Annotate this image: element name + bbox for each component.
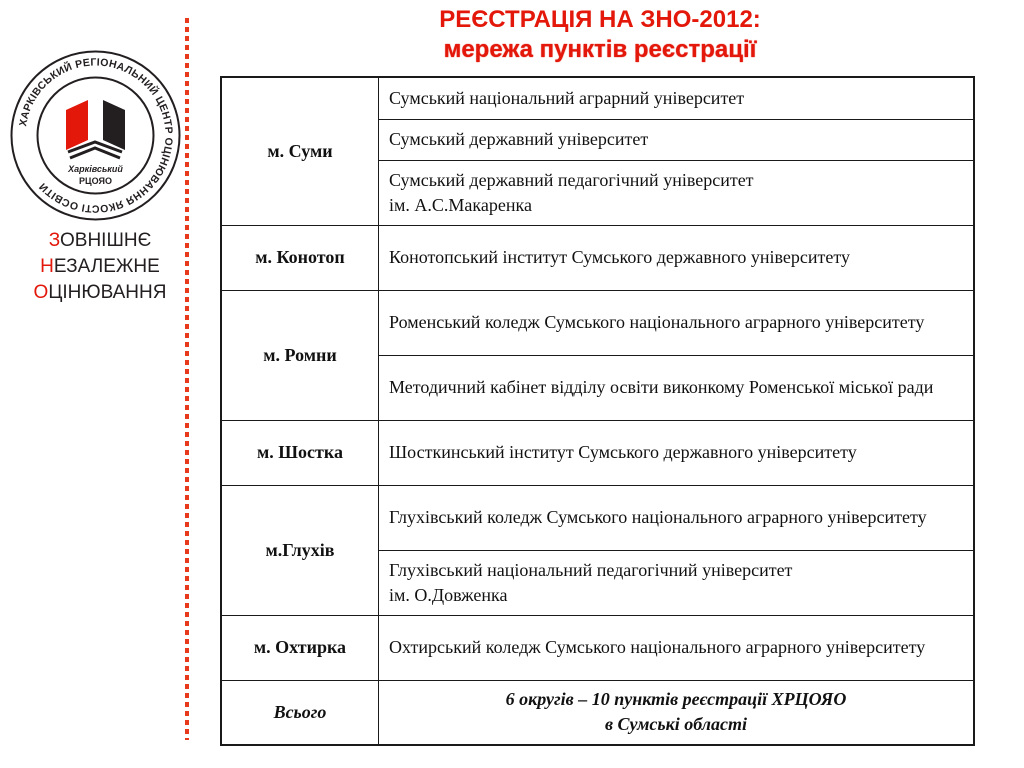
city-cell: м. Конотоп (221, 225, 379, 290)
table-row (221, 77, 974, 119)
institution-cell: Глухівський коледж Сумського національного аграрного університету (379, 485, 975, 550)
institution-cell: Шосткинський інститут Сумського державного університету (379, 420, 975, 485)
institution-cell: Конотопський інститут Сумського державного університету (379, 225, 975, 290)
city-cell: м. Суми (221, 77, 379, 225)
tagline-rest-2: ЕЗАЛЕЖНЕ (53, 256, 160, 277)
table-row (221, 225, 974, 290)
city-cell: м. Охтирка (221, 615, 379, 680)
page-title (390, 5, 810, 65)
dotted-divider (185, 18, 189, 740)
registration-table (220, 76, 975, 746)
logo-name-line2: РЦОЯО (79, 176, 112, 186)
city-cell: м. Ромни (221, 290, 379, 420)
tagline (10, 228, 190, 306)
logo-ring-text (17, 56, 174, 214)
title-line-1: РЕЄСТРАЦІЯ НА ЗНО-2012: (439, 6, 761, 33)
institution-cell: Глухівський національний педагогічний університет ім. О.Довженка (379, 550, 975, 615)
book-icon (66, 100, 125, 158)
tagline-line-1 (10, 228, 190, 254)
city-cell: м.Глухів (221, 485, 379, 615)
table-row (221, 485, 974, 550)
total-summary-line-2: в Сумські області (604, 714, 748, 735)
institution-cell: Охтирський коледж Сумського національного аграрного університету (379, 615, 975, 680)
table-row (221, 290, 974, 355)
institution-cell: Методичний кабінет відділу освіти виконкому Роменської міської ради (379, 355, 975, 420)
tagline-line-2 (10, 254, 190, 280)
total-row (221, 680, 974, 745)
logo-name-line1: Харківський (68, 164, 123, 174)
logo-ring-textpath: ХАРКІВСЬКИЙ РЕГІОНАЛЬНИЙ ЦЕНТР ОЦІНЮВАННЯ ЯКОСТІ ОСВІТИ (17, 56, 175, 215)
city-cell: м. Шостка (221, 420, 379, 485)
institution-cell: Сумський національний аграрний університет (379, 77, 975, 119)
institution-cell: Сумський державний університет (379, 119, 975, 160)
total-summary (379, 680, 975, 745)
tagline-rest-3: ЦІНЮВАННЯ (48, 282, 167, 303)
tagline-initial-3: О (33, 282, 49, 303)
tagline-line-3 (10, 280, 190, 306)
institution-cell: Сумський державний педагогічний університет ім. А.С.Макаренка (379, 160, 975, 225)
table-row (221, 420, 974, 485)
hrcoyo-logo (8, 48, 183, 223)
table-row (221, 615, 974, 680)
institution-cell: Роменський коледж Сумського національного аграрного університету (379, 290, 975, 355)
title-line-2: мережа пунктів реєстрації (443, 36, 757, 63)
tagline-initial-2: Н (40, 256, 54, 277)
tagline-rest-1: ОВНІШНЄ (60, 230, 152, 251)
tagline-initial-1: З (48, 230, 60, 251)
total-summary-line-1: 6 округів – 10 пунктів реєстрації ХРЦОЯО (505, 689, 847, 710)
total-label: Всього (221, 680, 379, 745)
